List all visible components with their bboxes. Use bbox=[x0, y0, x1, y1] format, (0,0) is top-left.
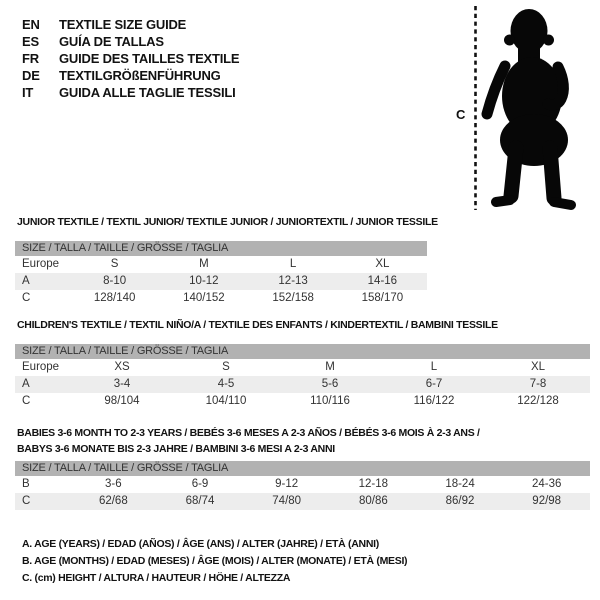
table-row bbox=[15, 256, 427, 273]
size-cell: 3-4 bbox=[113, 378, 131, 390]
size-cell: 9-12 bbox=[275, 478, 299, 490]
size-header-bar: SIZE / TALLA / TAILLE / GRÖSSE / TAGLIA bbox=[15, 461, 590, 476]
footnotes bbox=[22, 536, 407, 587]
toddler-silhouette bbox=[500, 9, 568, 166]
footnote-a: A. AGE (YEARS) / EDAD (AÑOS) / ÂGE (ANS) / ALTER (JAHRE) / ETÀ (ANNI) bbox=[22, 538, 379, 550]
size-cell: 62/68 bbox=[98, 495, 128, 507]
size-cell: M bbox=[199, 258, 209, 270]
table-row bbox=[15, 290, 427, 307]
size-cell: 86/92 bbox=[445, 495, 475, 507]
size-cell: 80/86 bbox=[358, 495, 388, 507]
size-cell: 6-9 bbox=[191, 478, 209, 490]
language-code: ES bbox=[22, 34, 39, 49]
size-cell: 12-18 bbox=[358, 478, 389, 490]
size-cell: 6-7 bbox=[425, 378, 443, 390]
row-label: Europe bbox=[22, 258, 60, 270]
size-cell: 98/104 bbox=[104, 395, 140, 407]
size-cell: 7-8 bbox=[529, 378, 547, 390]
table-row bbox=[15, 273, 427, 290]
size-cell: 3-6 bbox=[105, 478, 122, 490]
language-title: GUIDA ALLE TAGLIE TESSILI bbox=[59, 85, 236, 100]
table-row bbox=[15, 476, 590, 493]
language-code: IT bbox=[22, 85, 34, 100]
size-cell: 128/140 bbox=[93, 292, 136, 304]
language-title: GUÍA DE TALLAS bbox=[59, 34, 164, 49]
size-cell: 10-12 bbox=[189, 275, 219, 287]
table-row bbox=[15, 359, 590, 376]
row-label: C bbox=[22, 292, 31, 304]
row-label: B bbox=[22, 478, 30, 490]
size-cell: 68/74 bbox=[185, 495, 215, 507]
size-cell: M bbox=[325, 361, 335, 373]
size-cell: XS bbox=[114, 361, 130, 373]
language-row-en bbox=[22, 16, 239, 33]
row-label: C bbox=[22, 395, 31, 407]
row-label: A bbox=[22, 378, 30, 390]
table-row bbox=[15, 393, 590, 410]
size-cell: 122/128 bbox=[517, 395, 559, 407]
size-cell: 24-36 bbox=[531, 478, 562, 490]
language-code: FR bbox=[22, 51, 39, 66]
table-row bbox=[15, 376, 590, 393]
language-title: TEXTILE SIZE GUIDE bbox=[59, 17, 187, 32]
children-table-title: CHILDREN'S TEXTILE / TEXTIL NIÑO/A / TEXTILE DES ENFANTS / KINDERTEXTIL / BAMBINI TESSILE bbox=[17, 319, 498, 331]
size-cell: 14-16 bbox=[367, 275, 398, 287]
footnote-c: C. (cm) HEIGHT / ALTURA / HAUTEUR / HÖHE / ALTEZZA bbox=[22, 572, 291, 584]
language-title: GUIDE DES TAILLES TEXTILE bbox=[59, 51, 240, 66]
size-cell: L bbox=[430, 361, 438, 373]
size-cell: L bbox=[289, 258, 297, 270]
size-header-bar: SIZE / TALLA / TAILLE / GRÖSSE / TAGLIA bbox=[15, 344, 590, 359]
size-header-bar: SIZE / TALLA / TAILLE / GRÖSSE / TAGLIA bbox=[15, 241, 427, 256]
babies-table-title bbox=[15, 425, 489, 457]
size-cell: S bbox=[110, 258, 119, 270]
size-cell: 8-10 bbox=[103, 275, 127, 287]
size-cell: 4-5 bbox=[217, 378, 235, 390]
toddler-figure bbox=[450, 0, 600, 214]
language-title-list bbox=[22, 16, 239, 101]
size-cell: 116/122 bbox=[413, 395, 455, 407]
row-label: A bbox=[22, 275, 30, 287]
size-cell: 110/116 bbox=[310, 395, 350, 407]
size-cell: 12-13 bbox=[278, 275, 308, 287]
babies-table-title-line1: BABIES 3-6 MONTH TO 2-3 YEARS / BEBÉS 3-6 MESES A 2-3 AÑOS / BÉBÉS 3-6 MOIS À 2-3 ANS / bbox=[17, 427, 480, 439]
size-cell: 140/152 bbox=[183, 292, 225, 304]
size-cell: S bbox=[222, 361, 230, 373]
babies-table-title-line2: BABYS 3-6 MONATE BIS 2-3 JAHRE / BAMBINI 3-6 MESI A 2-3 ANNI bbox=[17, 443, 335, 455]
language-row-de bbox=[22, 67, 239, 84]
measure-label-c: C bbox=[456, 107, 466, 122]
size-cell: 18-24 bbox=[445, 478, 475, 490]
row-label: Europe bbox=[22, 361, 60, 373]
babies-size-table bbox=[15, 461, 590, 510]
language-row-es bbox=[22, 33, 239, 50]
children-size-table bbox=[15, 344, 590, 410]
size-cell: 104/110 bbox=[205, 395, 247, 407]
junior-size-table bbox=[15, 241, 427, 307]
size-cell: XL bbox=[375, 258, 390, 270]
language-code: DE bbox=[22, 68, 40, 83]
junior-table-title: JUNIOR TEXTILE / TEXTIL JUNIOR/ TEXTILE JUNIOR / JUNIORTEXTIL / JUNIOR TESSILE bbox=[17, 216, 438, 228]
language-row-fr bbox=[22, 50, 239, 67]
size-cell: 74/80 bbox=[272, 495, 302, 507]
language-row-it bbox=[22, 84, 239, 101]
size-cell: 152/158 bbox=[272, 292, 314, 304]
table-row bbox=[15, 493, 590, 510]
size-cell: 158/170 bbox=[361, 292, 404, 304]
size-cell: 5-6 bbox=[321, 378, 339, 390]
language-title: TEXTILGRÖßENFÜHRUNG bbox=[59, 68, 221, 83]
language-code: EN bbox=[22, 17, 40, 32]
size-cell: 92/98 bbox=[532, 495, 562, 507]
footnote-b: B. AGE (MONTHS) / EDAD (MESES) / ÂGE (MOIS) / ALTER (MONATE) / ETÀ (MESI) bbox=[22, 555, 408, 567]
row-label: C bbox=[22, 495, 31, 507]
size-cell: XL bbox=[530, 361, 546, 373]
